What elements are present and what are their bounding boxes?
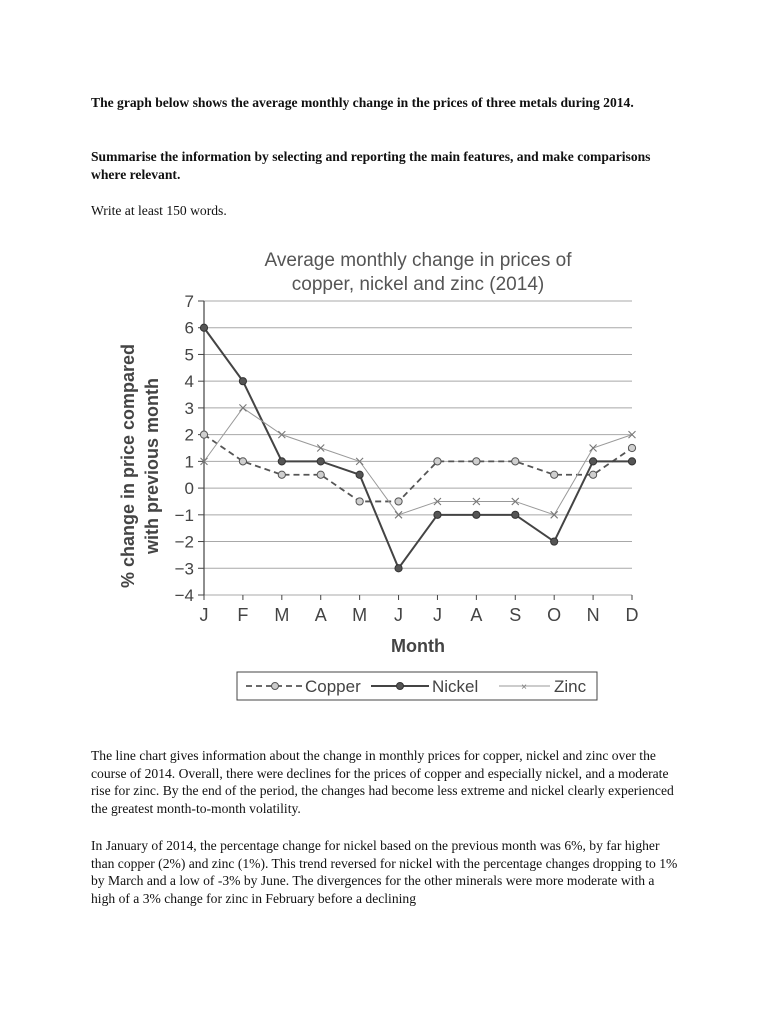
essay-paragraph-2: In January of 2014, the percentage change for nickel based on the previous month was 6%, by far higher than copper (2%) and zinc (1%). This trend reversed for nickel with the percentage changes dropping to 1% by March and a low of -3% by June. The divergences for the other minerals were more moderate with a high of a 3% change for zinc in February before a declining [91, 838, 678, 906]
x-tick-label: M [352, 605, 368, 625]
y-tick-label: 6 [184, 318, 194, 338]
y-tick-label: 2 [184, 425, 194, 445]
nickel-series-line [204, 328, 632, 569]
nickel-point [434, 511, 441, 518]
nickel-point [200, 324, 207, 331]
legend-nickel-label: Nickel [432, 677, 479, 696]
x-tick-label: N [586, 605, 600, 625]
y-tick-label: −2 [174, 532, 194, 552]
copper-point [512, 458, 519, 465]
y-tick-label: 3 [184, 398, 194, 418]
prompt-line-2: Summarise the information by selecting and reporting the main features, and make comparisons where relevant. [91, 149, 651, 182]
x-tick-label: A [470, 605, 483, 625]
copper-point [628, 444, 635, 451]
nickel-point [278, 458, 285, 465]
word-count-instruction: Write at least 150 words. [91, 203, 227, 218]
nickel-point [628, 458, 635, 465]
x-tick-label: M [274, 605, 290, 625]
essay-paragraph-1: The line chart gives information about the change in monthly prices for copper, nickel and zinc over the course of 2014. Overall, there were declines for the prices of copper and especially nickel, and a moderate rise for zinc. By the end of the period, the changes had become less extreme and nickel clearly experienced the greatest month-to-month volatility. [91, 748, 674, 816]
nickel-point [239, 378, 246, 385]
copper-point [473, 458, 480, 465]
y-tick-label: 1 [184, 452, 194, 472]
y-axis-label-line2: with previous month [142, 377, 162, 555]
y-tick-label: 5 [184, 345, 194, 365]
x-tick-label: A [314, 605, 327, 625]
legend-copper-marker [272, 683, 279, 690]
prompt-line-1: The graph below shows the average monthly change in the prices of three metals during 2014. [91, 95, 634, 110]
x-tick-label: D [625, 605, 639, 625]
line-chart [100, 240, 660, 710]
x-tick-label: J [199, 605, 209, 625]
nickel-point [473, 511, 480, 518]
copper-point [395, 498, 402, 505]
copper-point [239, 458, 246, 465]
x-axis-label: Month [391, 636, 445, 656]
x-tick-label: J [394, 605, 404, 625]
nickel-point [356, 471, 363, 478]
copper-point [551, 471, 558, 478]
legend-zinc-label: Zinc [554, 677, 587, 696]
nickel-point [589, 458, 596, 465]
nickel-point [551, 538, 558, 545]
y-tick-label: −4 [174, 586, 194, 605]
nickel-point [317, 458, 324, 465]
copper-point [434, 458, 441, 465]
zinc-point [590, 445, 597, 452]
y-tick-label: 7 [184, 292, 194, 311]
zinc-point [317, 445, 324, 452]
y-tick-label: 4 [184, 372, 194, 392]
x-tick-label: F [237, 605, 249, 625]
nickel-point [512, 511, 519, 518]
copper-point [356, 498, 363, 505]
chart-title-line1: Average monthly change in prices of [264, 250, 572, 271]
y-tick-label: −1 [174, 505, 194, 525]
copper-point [589, 471, 596, 478]
copper-point [200, 431, 207, 438]
legend-zinc-marker: × [521, 682, 527, 693]
copper-point [317, 471, 324, 478]
x-tick-label: O [547, 605, 562, 625]
legend [237, 672, 597, 700]
nickel-point [395, 565, 402, 572]
chart-title-line2: copper, nickel and zinc (2014) [291, 274, 545, 295]
y-tick-label: 0 [184, 479, 194, 499]
x-tick-label: J [432, 605, 442, 625]
legend-copper-label: Copper [305, 677, 361, 696]
legend-nickel-marker [397, 683, 404, 690]
x-tick-label: S [509, 605, 522, 625]
y-axis-label-line1: % change in price compared [118, 343, 138, 589]
y-tick-label: −3 [174, 559, 194, 579]
copper-point [278, 471, 285, 478]
